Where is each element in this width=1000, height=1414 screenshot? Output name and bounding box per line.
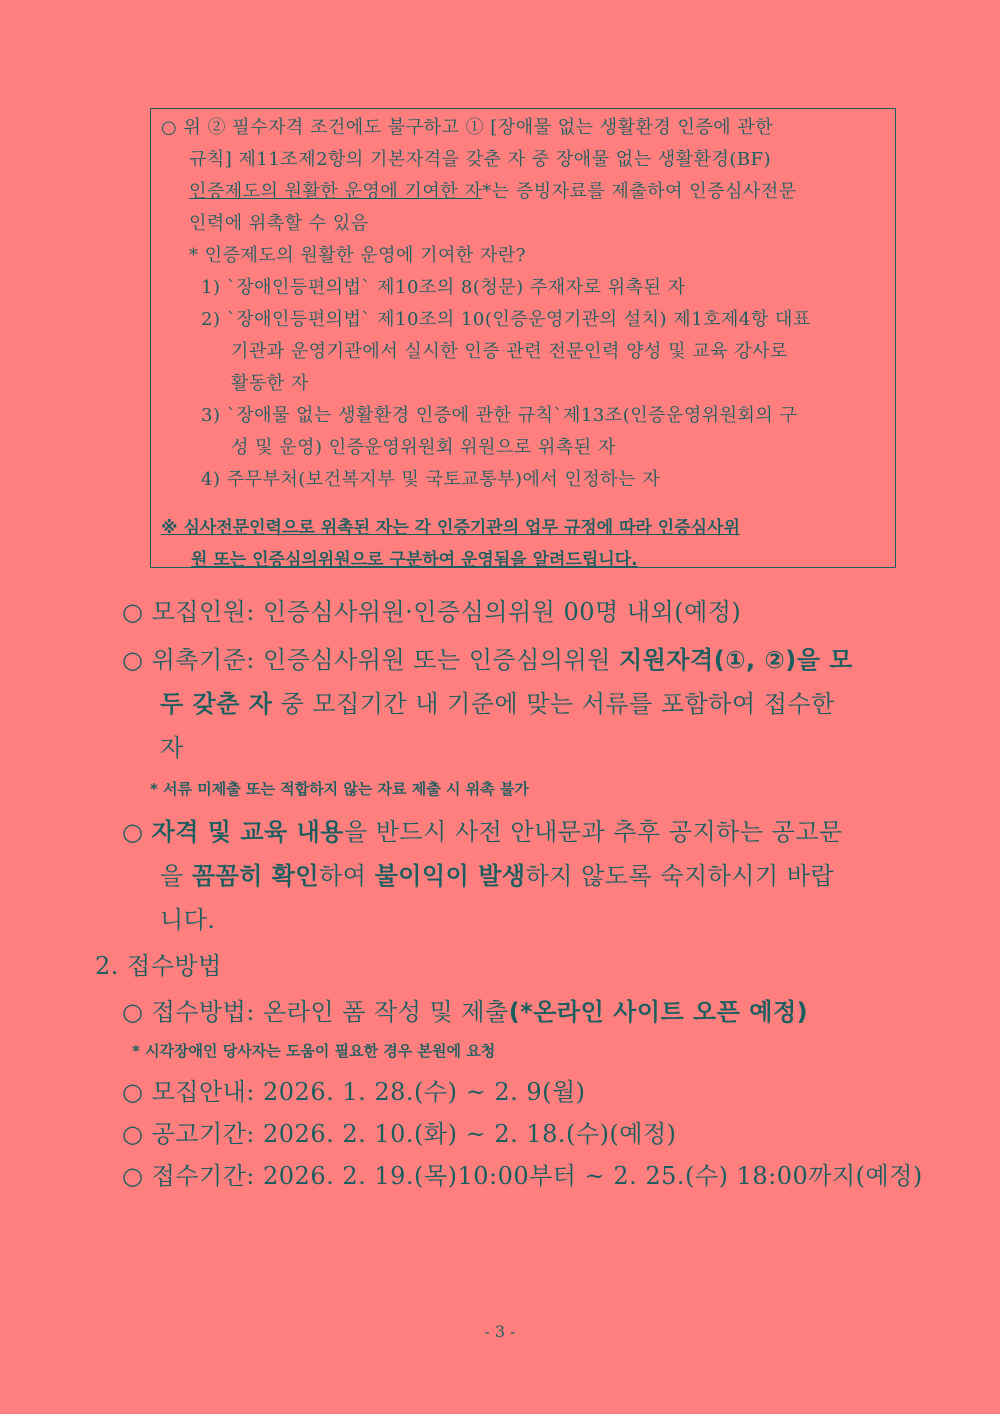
box-note-line-1: ※ 심사전문인력으로 위촉된 자는 각 인증기관의 업무 규정에 따라 인증심사위 [161, 518, 740, 538]
section-title: 2. 접수방법 [95, 952, 222, 980]
criteria-line-1: ○ 위촉기준: 인증심사위원 또는 인증심의위원 지원자격(①, ②)을 모 [122, 646, 853, 674]
box-item-3-cont: 성 및 운영) 인증운영위원회 위원으로 위촉된 자 [231, 437, 616, 458]
box-item-2: 2) `장애인등편의법` 제10조의 10(인증운영기관의 설치) 제1호제4항 대표 [201, 309, 811, 330]
criteria-line-3: 자 [160, 734, 184, 762]
box-line-4: 인력에 위촉할 수 있음 [189, 213, 369, 234]
box-line-3: 인증제도의 원활한 운영에 기여한 자*는 증빙자료를 제출하여 인증심사전문 [189, 181, 797, 202]
confirm-line-2: 을 꼼꼼히 확인하여 불이익이 발생하지 않도록 숙지하시기 바랍 [160, 862, 835, 890]
page-number: - 3 - [484, 1322, 516, 1341]
box-line-2: 규칙] 제11조제2항의 기본자격을 갖춘 자 중 장애물 없는 생활환경(BF) [189, 149, 772, 170]
method-note: * 시각장애인 당사자는 도움이 필요한 경우 본원에 요청 [132, 1042, 496, 1060]
guide-line: ○ 모집안내: 2026. 1. 28.(수) ~ 2. 9(월) [122, 1078, 586, 1106]
box-item-2-cont2: 활동한 자 [231, 373, 309, 394]
box-item-3: 3) `장애물 없는 생활환경 인증에 관한 규칙`제13조(인증운영위원회의 구 [201, 405, 798, 426]
box-line-1: ○ 위 ② 필수자격 조건에도 불구하고 ① [장애물 없는 생활환경 인증에 관한 [161, 117, 774, 138]
criteria-line-2: 두 갖춘 자 중 모집기간 내 기준에 맞는 서류를 포함하여 접수한 [160, 690, 835, 718]
box-definition-heading: * 인증제도의 원활한 운영에 기여한 자란? [189, 245, 526, 266]
notice-box [150, 108, 896, 568]
qualification-emphasis: 지원자격(①, ②)을 모 [618, 646, 853, 674]
box-item-4: 4) 주무부처(보건복지부 및 국토교통부)에서 인정하는 자 [201, 469, 661, 490]
contributor-underlined: 인증제도의 원활한 운영에 기여한 자 [189, 181, 483, 202]
confirm-line-1: ○ 자격 및 교육 내용을 반드시 사전 안내문과 추후 공지하는 공고문 [122, 818, 843, 846]
recruit-line: ○ 모집인원: 인증심사위원·인증심의위원 00명 내외(예정) [122, 598, 742, 626]
receipt-line: ○ 접수기간: 2026. 2. 19.(목)10:00부터 ~ 2. 25.(수) 18:00까지(예정) [122, 1162, 923, 1190]
box-item-1: 1) `장애인등편의법` 제10조의 8(청문) 주재자로 위촉된 자 [201, 277, 686, 298]
box-item-2-cont: 기관과 운영기관에서 실시한 인증 관련 전문인력 양성 및 교육 강사로 [231, 341, 788, 362]
criteria-note: * 서류 미제출 또는 적합하지 않는 자료 제출 시 위촉 불가 [150, 780, 529, 798]
box-note-line-2: 원 또는 인증심의위원으로 구분하여 운영됨을 알려드립니다. [191, 550, 638, 570]
confirm-line-3: 니다. [160, 906, 216, 934]
method-line: ○ 접수방법: 온라인 폼 작성 및 제출(*온라인 사이트 오픈 예정) [122, 998, 809, 1026]
announce-line: ○ 공고기간: 2026. 2. 10.(화) ~ 2. 18.(수)(예정) [122, 1120, 677, 1148]
qualification-content-emphasis: 자격 및 교육 내용 [151, 818, 344, 846]
